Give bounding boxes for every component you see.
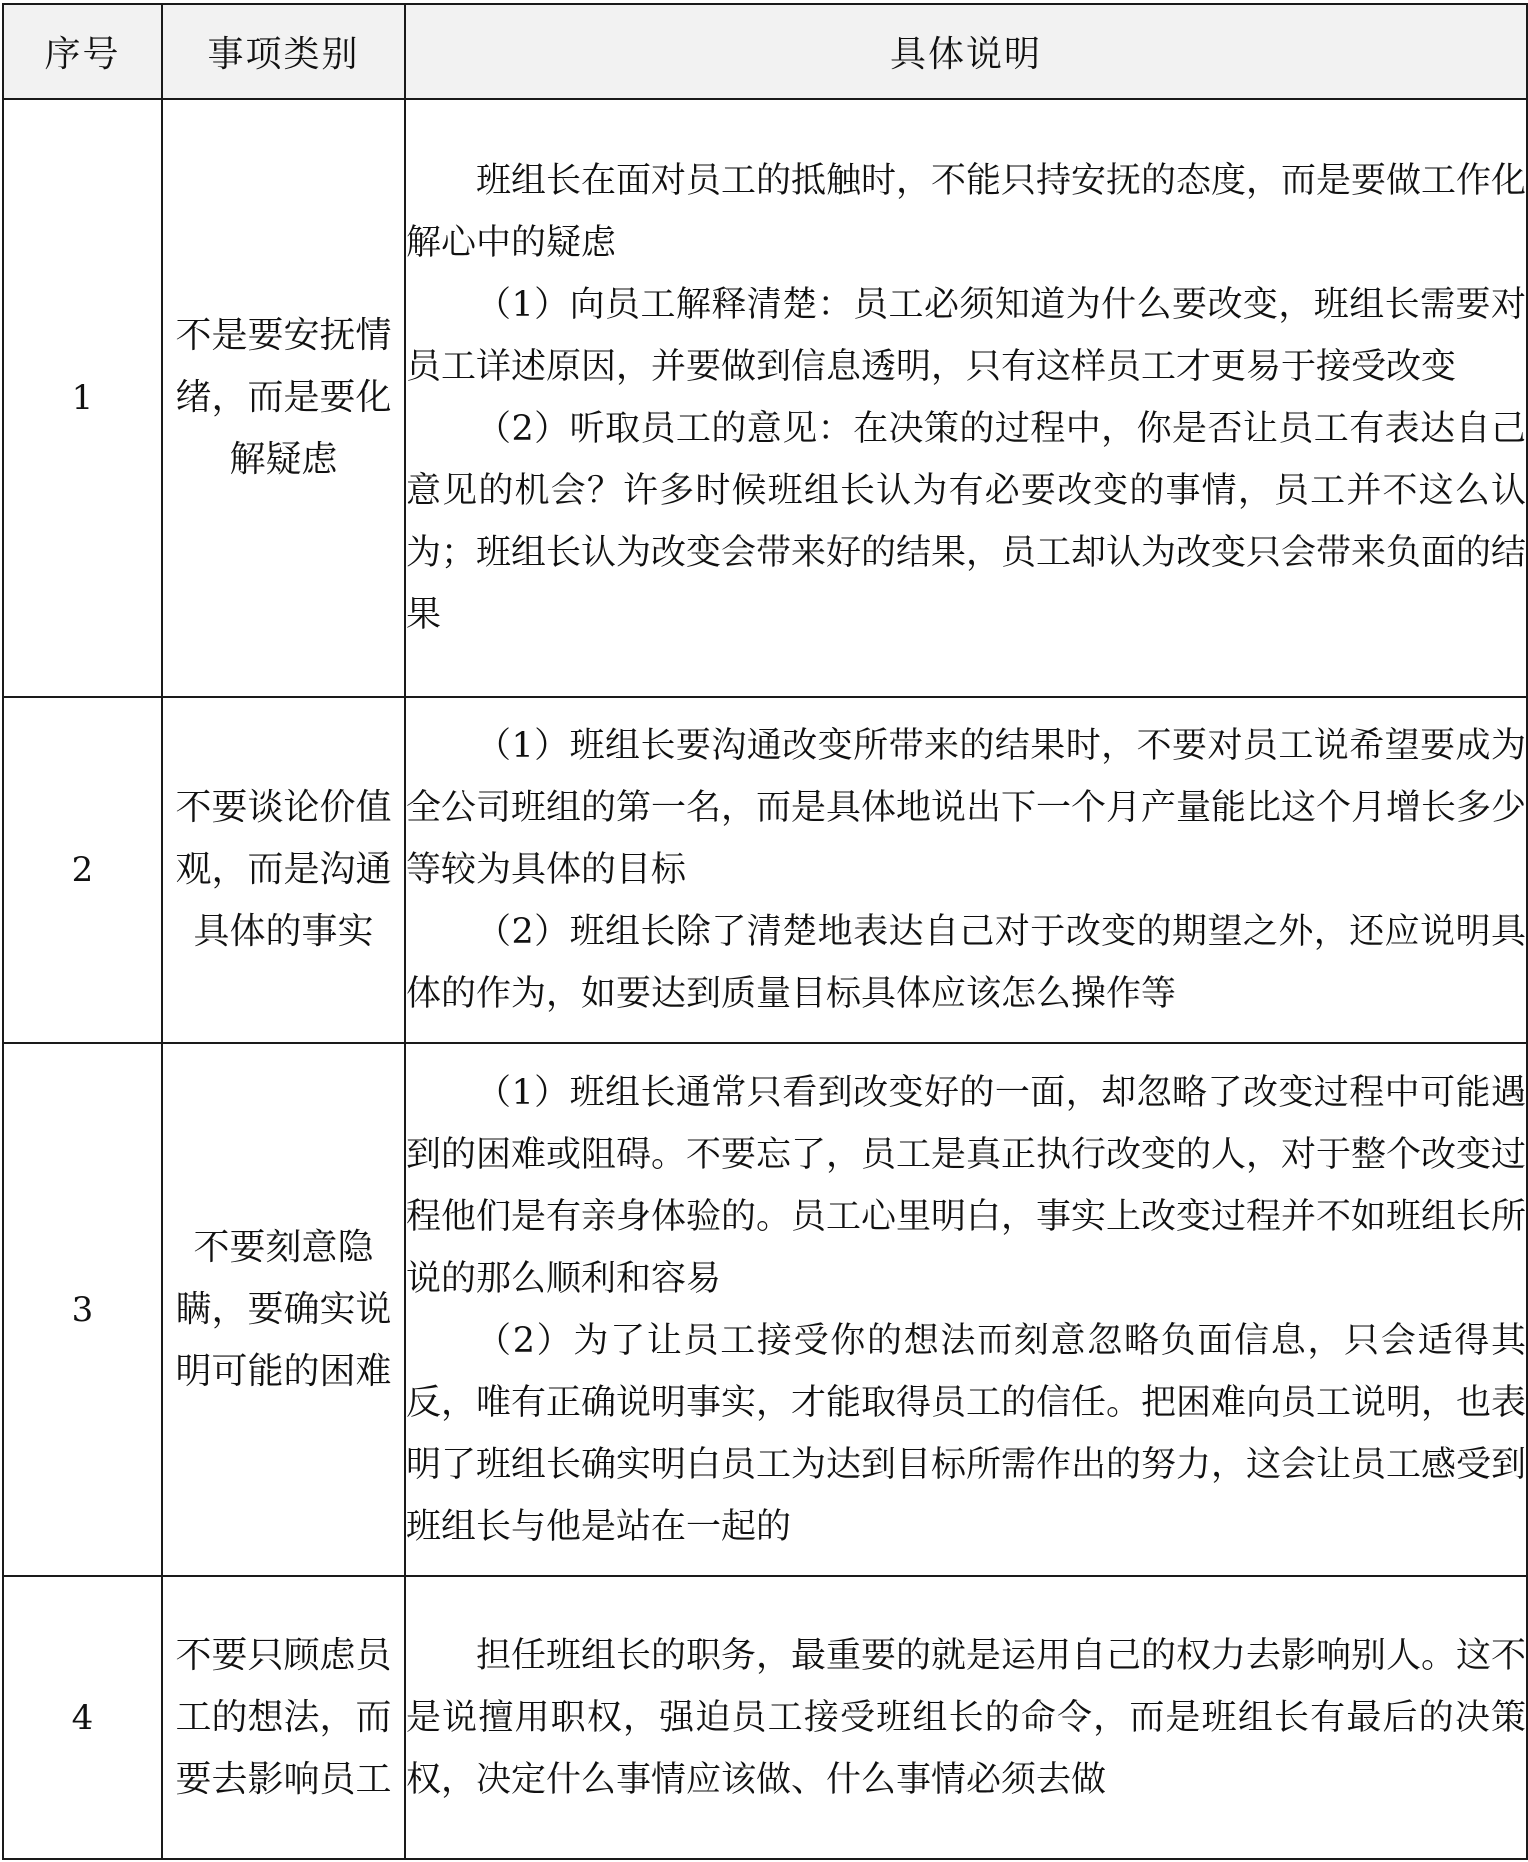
row-description: [405, 1043, 1527, 1576]
header-row: [3, 4, 1527, 99]
row-description: [405, 697, 1527, 1043]
row-category: 不要谈论价值观，而是沟通具体的事实: [162, 697, 405, 1043]
description-paragraph: （2）听取员工的意见：在决策的过程中，你是否让员工有表达自己意见的机会？许多时候班组长认为有必要改变的事情，员工并不这么认为；班组长认为改变会带来好的结果，员工却认为改变只会带来负面的结果: [406, 409, 1527, 635]
header-category: 事项类别: [162, 4, 405, 99]
row-number: 3: [3, 1043, 162, 1576]
table-row: [3, 1043, 1527, 1576]
row-number: 2: [3, 697, 162, 1043]
table-row: [3, 99, 1527, 697]
row-description: [405, 1576, 1527, 1859]
row-number: 1: [3, 99, 162, 697]
info-table: [2, 3, 1528, 1860]
row-category: 不要只顾虑员工的想法，而要去影响员工: [162, 1576, 405, 1859]
header-index: 序号: [3, 4, 162, 99]
row-category: 不是要安抚情绪，而是要化解疑虑: [162, 99, 405, 697]
header-description: 具体说明: [405, 4, 1527, 99]
row-description: [405, 99, 1527, 697]
description-paragraph: （1）班组长通常只看到改变好的一面，却忽略了改变过程中可能遇到的困难或阻碍。不要忘了，员工是真正执行改变的人，对于整个改变过程他们是有亲身体验的。员工心里明白，事实上改变过程并不如班组长所说的那么顺利和容易: [406, 1072, 1527, 1299]
description-paragraph: （2）班组长除了清楚地表达自己对于改变的期望之外，还应说明具体的作为，如要达到质量目标具体应该怎么操作等: [406, 912, 1526, 1014]
description-paragraph: 班组长在面对员工的抵触时，不能只持安抚的态度，而是要做工作化解心中的疑虑: [406, 161, 1527, 263]
table-row: [3, 697, 1527, 1043]
row-category: 不要刻意隐瞒，要确实说明可能的困难: [162, 1043, 405, 1576]
description-paragraph: （1）班组长要沟通改变所带来的结果时，不要对员工说希望要成为全公司班组的第一名，而是具体地说出下一个月产量能比这个月增长多少等较为具体的目标: [406, 726, 1527, 890]
description-paragraph: 担任班组长的职务，最重要的就是运用自己的权力去影响别人。这不是说擅用职权，强迫员工接受班组长的命令，而是班组长有最后的决策权，决定什么事情应该做、什么事情必须去做: [406, 1635, 1527, 1800]
row-number: 4: [3, 1576, 162, 1859]
table-row: [3, 1576, 1527, 1859]
description-paragraph: （1）向员工解释清楚：员工必须知道为什么要改变，班组长需要对员工详述原因，并要做到信息透明，只有这样员工才更易于接受改变: [406, 285, 1526, 387]
description-paragraph: （2）为了让员工接受你的想法而刻意忽略负面信息，只会适得其反，唯有正确说明事实，才能取得员工的信任。把困难向员工说明，也表明了班组长确实明白员工为达到目标所需作出的努力，这会让员工感受到班组长与他是站在一起的: [406, 1320, 1527, 1547]
